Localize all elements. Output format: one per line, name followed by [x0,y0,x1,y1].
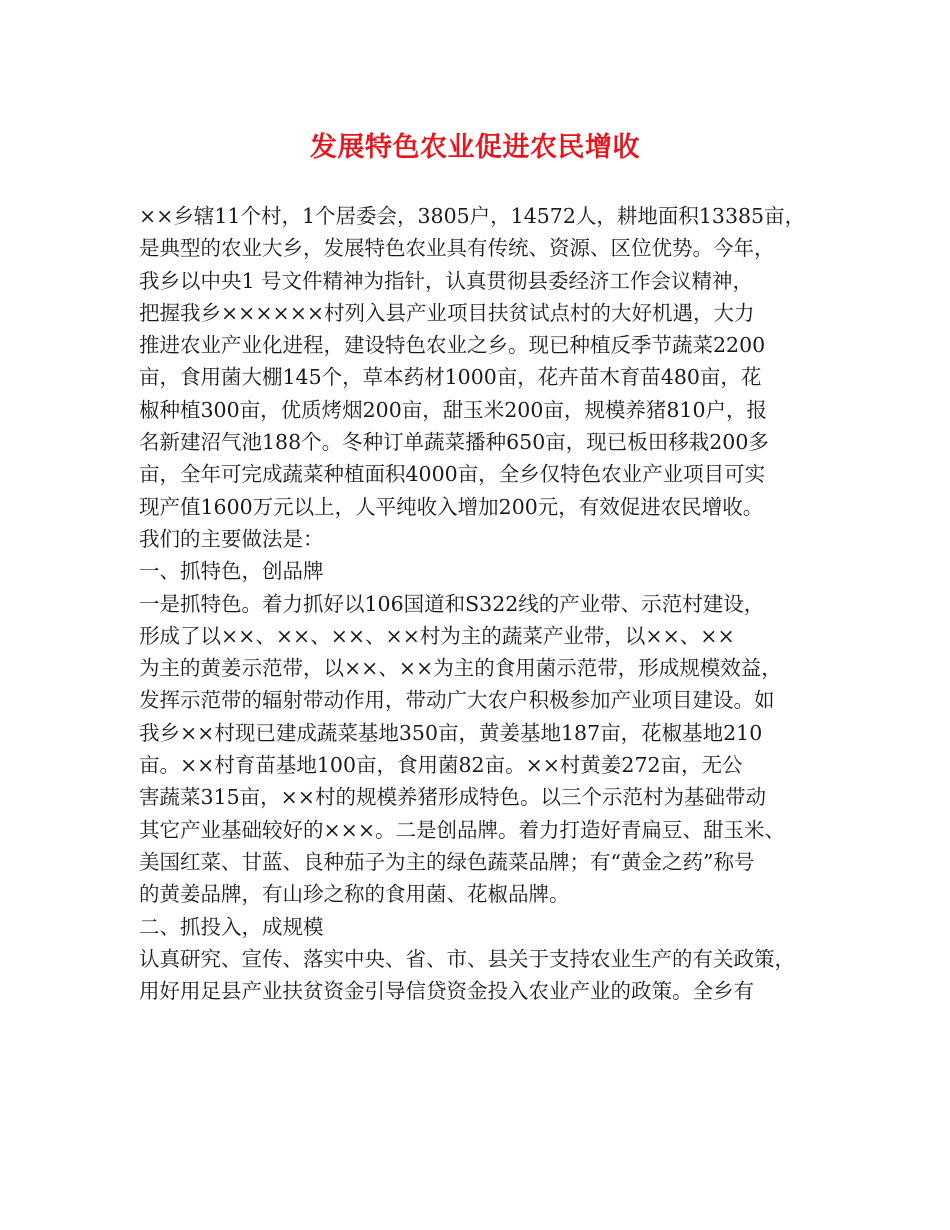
text-line: 形成了以××、××、××、××村为主的蔬菜产业带，以××、×× [139,623,735,648]
text-line: 发挥示范带的辐射带动作用，带动广大农户积极参加产业项目建设。如 [139,688,775,713]
text-line: 美国红菜、甘蓝、良种茄子为主的绿色蔬菜品牌；有“黄金之药”称号 [139,849,755,874]
text-line: 亩，全年可完成蔬菜种植面积4000亩，全乡仅特色农业产业项目可实 [139,462,766,487]
text-line: 名新建沼气池188个。冬种订单蔬菜播种650亩，现已板田移栽200多 [139,430,769,455]
text-line: 的黄姜品牌，有山珍之称的食用菌、花椒品牌。 [139,882,570,907]
text-line: 害蔬菜315亩，××村的规模养猪形成特色。以三个示范村为基础带动 [139,785,766,810]
text-line: ××乡辖11个村，1个居委会，3805户，14572人，耕地面积13385亩， [139,204,806,228]
text-line: 椒种植300亩，优质烤烟200亩，甜玉米200亩，规模养猪810户，报 [139,397,768,422]
text-line: 一、抓特色，创品牌 [139,559,324,584]
text-line: 为主的黄姜示范带，以××、××为主的食用菌示范带，形成规模效益， [139,656,782,681]
text-line: 认真研究、宣传、落实中央、省、市、县关于支持农业生产的有关政策， [139,946,795,971]
text-line: 现产值1600万元以上，人平纯收入增加200元，有效促进农民增收。 [139,494,764,519]
text-line: 把握我乡××××××村列入县产业项目扶贫试点村的大好机遇，大力 [139,300,755,325]
text-line: 亩。××村育苗基地100亩，食用菌82亩。××村黄姜272亩，无公 [139,753,743,778]
text-line: 其它产业基础较好的×××。二是创品牌。着力打造好青扁豆、甜玉米、 [139,817,786,842]
text-line: 推进农业产业化进程，建设特色农业之乡。现已种植反季节蔬菜2200 [139,333,766,358]
text-line: 二、抓投入，成规模 [139,914,324,939]
document-body [139,200,839,1007]
text-line: 用好用足县产业扶贫资金引导信贷资金投入农业产业的政策。全乡有 [139,979,754,1004]
text-line: 我乡××村现已建成蔬菜基地350亩，黄姜基地187亩，花椒基地210 [139,720,763,745]
document-title: 发展特色农业促进农民增收 [310,132,640,163]
text-line: 是典型的农业大乡，发展特色农业具有传统、资源、区位优势。今年， [139,236,775,261]
text-line: 一是抓特色。着力抓好以106国道和S322线的产业带、示范村建设， [139,591,765,616]
text-line: 我乡以中央1 号文件精神为指针，认真贯彻县委经济工作会议精神， [139,268,754,293]
text-line: 我们的主要做法是： [139,526,324,551]
text-line: 亩，食用菌大棚145个，草本药材1000亩，花卉苗木育苗480亩，花 [139,365,762,390]
